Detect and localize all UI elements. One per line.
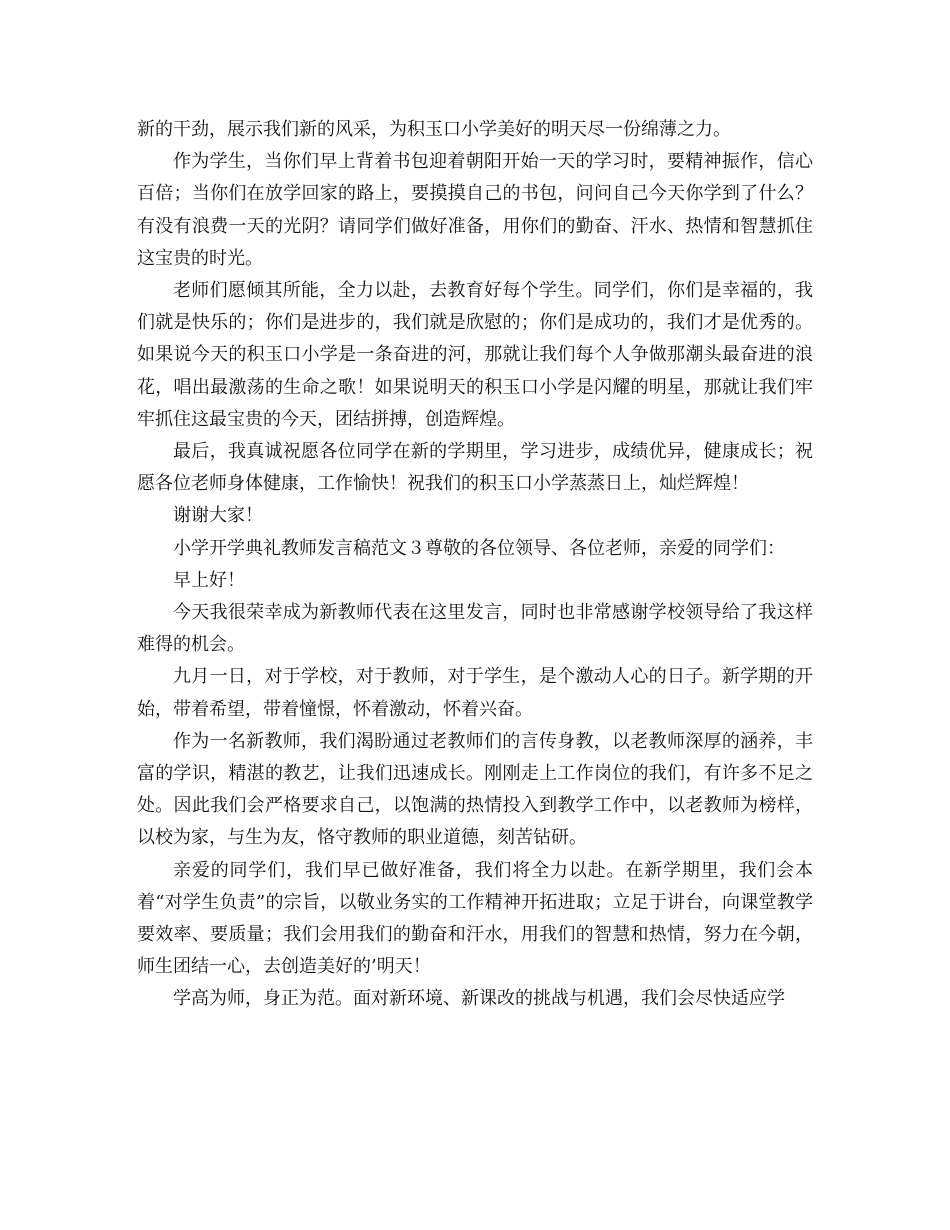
paragraph-2: 作为学生，当你们早上背着书包迎着朝阳开始一天的学习时，要精神振作，信心百倍；当你们在放学回家的路上，要摸摸自己的书包，问问自己今天你学到了什么？有没有浪费一天的光阴？请同学们做好准备，用你们的勤奋、汗水、热情和智慧抓住这宝贵的时光。 bbox=[137, 151, 813, 269]
paragraph-5: 谢谢大家！ bbox=[173, 505, 263, 527]
paragraph-8: 今天我很荣幸成为新教师代表在这里发言，同时也非常感谢学校领导给了我这样难得的机会。 bbox=[137, 602, 813, 656]
paragraph-7: 早上好！ bbox=[173, 569, 245, 591]
paragraph-1: 新的干劲，展示我们新的风采，为积玉口小学美好的明天尽一份绵薄之力。 bbox=[137, 119, 731, 140]
paragraph-10: 作为一名新教师，我们渴盼通过老教师们的言传身教，以老教师深厚的涵养，丰富的学识，精湛的教艺，让我们迅速成长。刚刚走上工作岗位的我们，有许多不足之处。因此我们会严格要求自己，以饱满的热情投入到教学工作中，以老教师为榜样，以校为家，与生为友，恪守教师的职业道德，刻苦钻研。 bbox=[137, 730, 813, 849]
paragraph-3: 老师们愿倾其所能，全力以赴，去教育好每个学生。同学们，你们是幸福的，我们就是快乐的；你们是进步的，我们就是欣慰的；你们是成功的，我们才是优秀的。如果说今天的积玉口小学是一条奋进的河，那就让我们每个人争做那潮头最奋进的浪花，唱出最激荡的生命之歌！如果说明天的积玉口小学是闪耀的明星，那就让我们牢牢抓住这最宝贵的今天，团结拼搏，创造辉煌。 bbox=[137, 280, 813, 430]
paragraph-12: 学高为师，身正为范。面对新环境、新课改的挑战与机遇，我们会尽快适应学 bbox=[173, 988, 785, 1010]
paragraph-6: 小学开学典礼教师发言稿范文３尊敬的各位领导、各位老师，亲爱的同学们： bbox=[173, 537, 785, 559]
paragraph-11: 亲爱的同学们，我们早已做好准备，我们将全力以赴。在新学期里，我们会本着“对学生负责”的宗旨，以敬业务实的工作精神开拓进取；立足于讲台，向课堂教学要效率、要质量；我们会用我们的勤奋和汗水，用我们的智慧和热情，努力在今朝，师生团结一心，去创造美好的’明天！ bbox=[137, 859, 813, 978]
document-body bbox=[137, 114, 813, 1016]
paragraph-9: 九月一日，对于学校，对于教师，对于学生，是个激动人心的日子。新学期的开始，带着希望，带着憧憬，怀着激动，怀着兴奋。 bbox=[137, 666, 813, 720]
paragraph-4: 最后，我真诚祝愿各位同学在新的学期里，学习进步，成绩优异，健康成长；祝愿各位老师身体健康，工作愉快！祝我们的积玉口小学蒸蒸日上，灿烂辉煌！ bbox=[137, 441, 813, 495]
